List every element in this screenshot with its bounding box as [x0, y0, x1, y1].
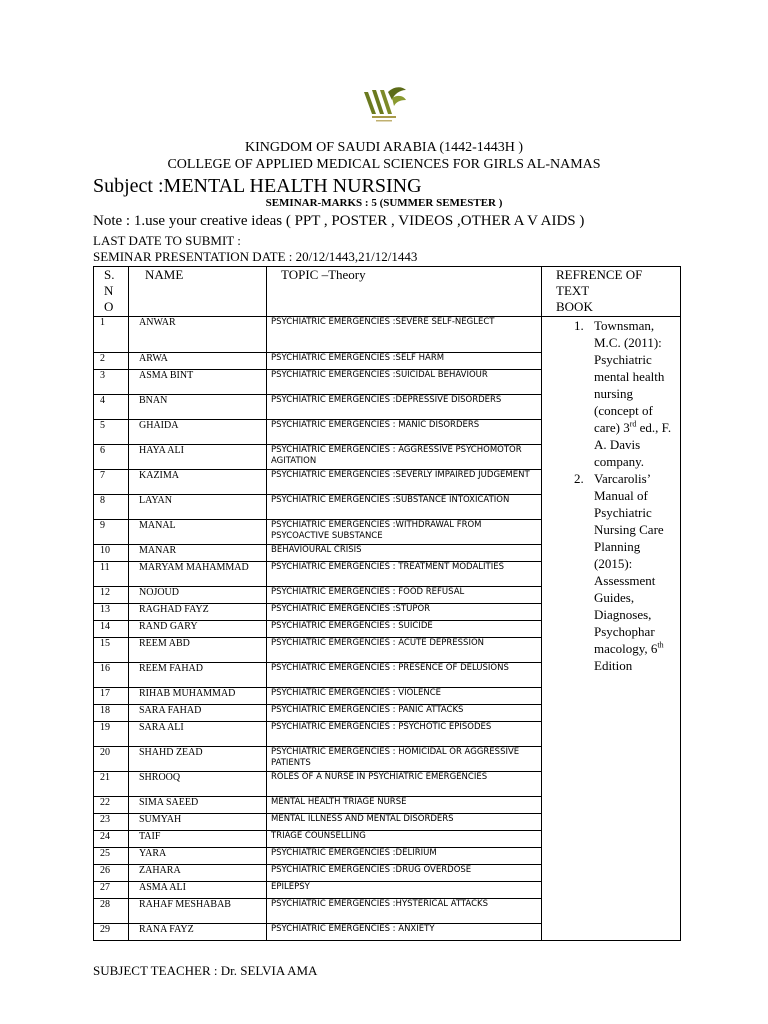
table-header-row — [94, 267, 681, 317]
row-name: TAIF — [129, 831, 267, 848]
row-name: ARWA — [129, 353, 267, 370]
row-name: SHROOQ — [129, 772, 267, 797]
row-name: MANAL — [129, 520, 267, 545]
row-sno: 4 — [94, 395, 129, 420]
row-name: ZAHARA — [129, 865, 267, 882]
row-topic: PSYCHIATRIC EMERGENCIES : PANIC ATTACKS — [267, 705, 542, 722]
reference-text: Townsman, M.C. (2011): Psychiatric mental health nursing (concept of care) 3 — [594, 318, 665, 435]
row-sno: 9 — [94, 520, 129, 545]
presentation-date-line: SEMINAR PRESENTATION DATE : 20/12/1443,21/12/1443 — [93, 249, 418, 264]
reference-header: REFRENCE OF TEXT BOOK — [542, 267, 681, 317]
reference-number: 1. — [574, 318, 584, 333]
row-sno: 11 — [94, 562, 129, 587]
row-sno: 18 — [94, 705, 129, 722]
row-name: SUMYAH — [129, 814, 267, 831]
row-topic: PSYCHIATRIC EMERGENCIES : FOOD REFUSAL — [267, 587, 542, 604]
row-name: RAHAF MESHABAB — [129, 899, 267, 924]
row-sno: 28 — [94, 899, 129, 924]
row-name: ASMA BINT — [129, 370, 267, 395]
row-topic: EPILEPSY — [267, 882, 542, 899]
row-sno: 6 — [94, 445, 129, 470]
row-name: SARA ALI — [129, 722, 267, 747]
row-topic: PSYCHIATRIC EMERGENCIES : AGGRESSIVE PSYCHOMOTOR AGITATION — [267, 445, 542, 470]
row-sno: 8 — [94, 495, 129, 520]
row-sno: 19 — [94, 722, 129, 747]
row-sno: 14 — [94, 621, 129, 638]
row-topic: MENTAL ILLNESS AND MENTAL DISORDERS — [267, 814, 542, 831]
row-name: REEM FAHAD — [129, 663, 267, 688]
row-name: GHAIDA — [129, 420, 267, 445]
row-name: RAGHAD FAYZ — [129, 604, 267, 621]
row-topic: PSYCHIATRIC EMERGENCIES :DELIRIUM — [267, 848, 542, 865]
row-topic: PSYCHIATRIC EMERGENCIES :STUPOR — [267, 604, 542, 621]
row-sno: 20 — [94, 747, 129, 772]
row-sno: 10 — [94, 545, 129, 562]
row-name: YARA — [129, 848, 267, 865]
row-topic: PSYCHIATRIC EMERGENCIES :HYSTERICAL ATTACKS — [267, 899, 542, 924]
row-topic: PSYCHIATRIC EMERGENCIES :SELF HARM — [267, 353, 542, 370]
reference-text: Varcarolis’ Manual of Psychiatric Nursing Care Planning (2015): Assessment Guides, Diagnoses, Psychophar macology, 6 — [594, 471, 664, 656]
table-row — [94, 848, 681, 865]
last-date-line: LAST DATE TO SUBMIT : — [93, 233, 241, 248]
row-name: ANWAR — [129, 317, 267, 353]
row-name: SHAHD ZEAD — [129, 747, 267, 772]
row-sno: 23 — [94, 814, 129, 831]
row-name: REEM ABD — [129, 638, 267, 663]
seminar-marks: SEMINAR-MARKS : 5 (SUMMER SEMESTER ) — [265, 197, 503, 209]
note-line: Note : 1.use your creative ideas ( PPT , POSTER , VIDEOS ,OTHER A V AIDS ) — [93, 213, 585, 229]
row-topic: PSYCHIATRIC EMERGENCIES : TREATMENT MODALITIES — [267, 562, 542, 587]
row-sno: 13 — [94, 604, 129, 621]
reference-cell — [542, 317, 681, 848]
reference-number: 2. — [574, 471, 584, 486]
row-topic: TRIAGE COUNSELLING — [267, 831, 542, 848]
table-row — [94, 317, 681, 353]
name-header: NAME — [129, 267, 267, 317]
row-topic: PSYCHIATRIC EMERGENCIES :SUICIDAL BEHAVIOUR — [267, 370, 542, 395]
topic-header: TOPIC –Theory — [267, 267, 542, 317]
row-name: MARYAM MAHAMMAD — [129, 562, 267, 587]
header-college: COLLEGE OF APPLIED MEDICAL SCIENCES FOR GIRLS AL-NAMAS — [167, 157, 601, 172]
row-name: RANA FAYZ — [129, 924, 267, 941]
row-sno: 3 — [94, 370, 129, 395]
row-sno: 24 — [94, 831, 129, 848]
header-kingdom: KINGDOM OF SAUDI ARABIA (1442-1443H ) — [244, 140, 524, 155]
row-sno: 25 — [94, 848, 129, 865]
row-sno: 1 — [94, 317, 129, 353]
row-topic: PSYCHIATRIC EMERGENCIES : MANIC DISORDERS — [267, 420, 542, 445]
row-sno: 16 — [94, 663, 129, 688]
row-name: RAND GARY — [129, 621, 267, 638]
subject-teacher: SUBJECT TEACHER : Dr. SELVIA AMA — [93, 963, 318, 978]
row-topic: BEHAVIOURAL CRISIS — [267, 545, 542, 562]
subject-title: Subject :MENTAL HEALTH NURSING — [93, 175, 422, 197]
row-topic: PSYCHIATRIC EMERGENCIES : SUICIDE — [267, 621, 542, 638]
row-topic: PSYCHIATRIC EMERGENCIES :SUBSTANCE INTOXICATION — [267, 495, 542, 520]
row-topic: PSYCHIATRIC EMERGENCIES : ANXIETY — [267, 924, 542, 941]
row-topic: PSYCHIATRIC EMERGENCIES :SEVERLY IMPAIRED JUDGEMENT — [267, 470, 542, 495]
reference-text-tail: ed., F. A. Davis company. — [594, 420, 672, 469]
row-sno: 22 — [94, 797, 129, 814]
row-sno: 27 — [94, 882, 129, 899]
row-topic: ROLES OF A NURSE IN PSYCHIATRIC EMERGENCIES — [267, 772, 542, 797]
college-logo-icon — [358, 84, 410, 126]
row-topic: PSYCHIATRIC EMERGENCIES : PSYCHOTIC EPISODES — [267, 722, 542, 747]
row-sno: 7 — [94, 470, 129, 495]
row-name: KAZIMA — [129, 470, 267, 495]
row-topic: PSYCHIATRIC EMERGENCIES :DRUG OVERDOSE — [267, 865, 542, 882]
row-name: NOJOUD — [129, 587, 267, 604]
row-name: SIMA SAEED — [129, 797, 267, 814]
row-topic: MENTAL HEALTH TRIAGE NURSE — [267, 797, 542, 814]
row-topic: PSYCHIATRIC EMERGENCIES : ACUTE DEPRESSION — [267, 638, 542, 663]
row-topic: PSYCHIATRIC EMERGENCIES :SEVERE SELF-NEGLECT — [267, 317, 542, 353]
reference-superscript: th — [657, 640, 664, 650]
reference-cell-empty — [542, 848, 681, 941]
reference-item — [542, 470, 680, 674]
row-name: MANAR — [129, 545, 267, 562]
row-sno: 21 — [94, 772, 129, 797]
row-sno: 17 — [94, 688, 129, 705]
sno-header: S. N O — [94, 267, 129, 317]
row-name: HAYA ALI — [129, 445, 267, 470]
row-sno: 2 — [94, 353, 129, 370]
reference-text-tail: Edition — [594, 658, 633, 673]
reference-superscript: rd — [629, 419, 637, 429]
row-name: RIHAB MUHAMMAD — [129, 688, 267, 705]
row-topic: PSYCHIATRIC EMERGENCIES : VIOLENCE — [267, 688, 542, 705]
row-topic: PSYCHIATRIC EMERGENCIES :DEPRESSIVE DISORDERS — [267, 395, 542, 420]
row-sno: 15 — [94, 638, 129, 663]
row-name: SARA FAHAD — [129, 705, 267, 722]
row-sno: 12 — [94, 587, 129, 604]
row-sno: 29 — [94, 924, 129, 941]
row-name: ASMA ALI — [129, 882, 267, 899]
row-name: BNAN — [129, 395, 267, 420]
row-topic: PSYCHIATRIC EMERGENCIES : PRESENCE OF DELUSIONS — [267, 663, 542, 688]
row-topic: PSYCHIATRIC EMERGENCIES : HOMICIDAL OR AGGRESSIVE PATIENTS — [267, 747, 542, 772]
seminar-table — [93, 266, 681, 941]
row-topic: PSYCHIATRIC EMERGENCIES :WITHDRAWAL FROM PSYCOACTIVE SUBSTANCE — [267, 520, 542, 545]
row-sno: 5 — [94, 420, 129, 445]
row-name: LAYAN — [129, 495, 267, 520]
row-sno: 26 — [94, 865, 129, 882]
reference-item — [542, 317, 680, 470]
